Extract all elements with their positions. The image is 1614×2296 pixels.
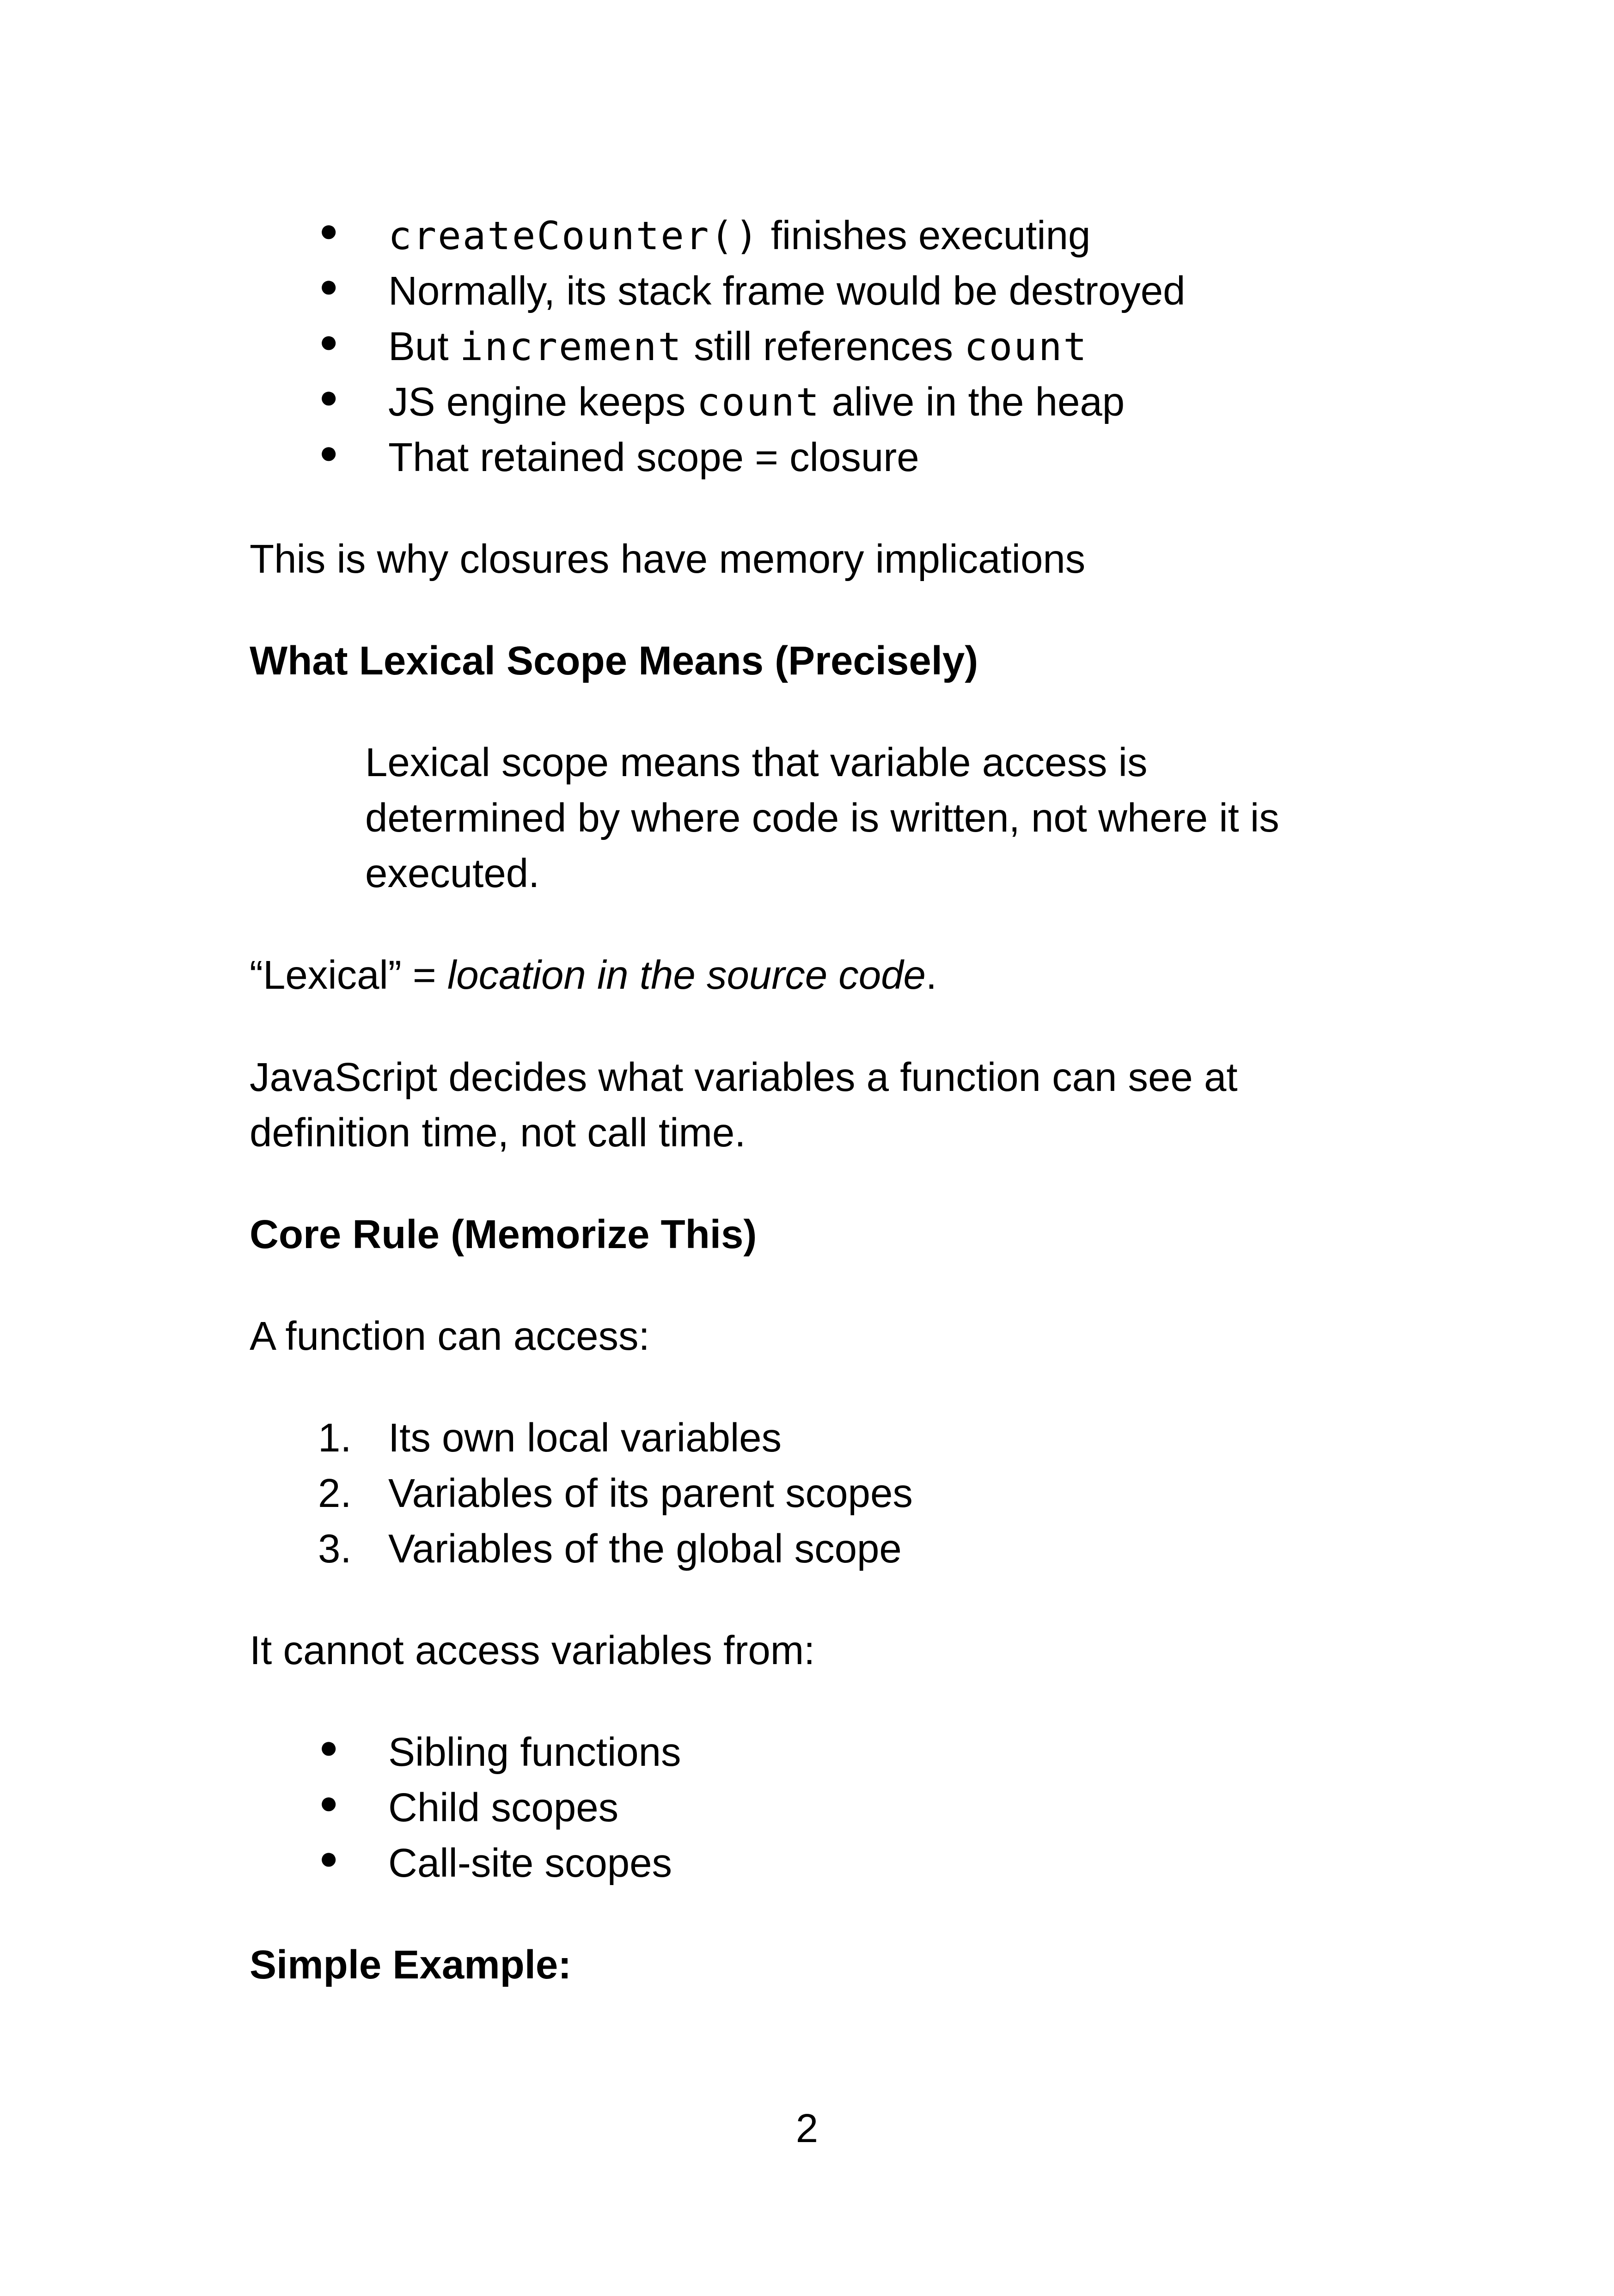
page-number: 2 xyxy=(795,2106,819,2151)
blockquote-lexical-definition: Lexical scope means that variable access is determined by where code is written, not where it is executed. xyxy=(365,740,1279,896)
list-number: 1. xyxy=(318,1415,352,1460)
heading-lexical-scope: What Lexical Scope Means (Precisely) xyxy=(250,638,978,684)
list-item xyxy=(250,374,1359,430)
page-content xyxy=(250,208,1359,1993)
paragraph-lexical-meaning xyxy=(250,948,1359,1003)
paragraph-cannot-access: It cannot access variables from: xyxy=(250,1628,815,1673)
list-item xyxy=(250,430,1359,485)
paragraph-definition-time: JavaScript decides what variables a function can see at definition time, not call time. xyxy=(250,1054,1238,1155)
inline-code: increment xyxy=(459,324,683,370)
list-item xyxy=(250,319,1359,374)
list-item-text: Variables of its parent scopes xyxy=(388,1470,913,1516)
list-item-text: still references xyxy=(682,324,965,369)
bullet-glyph: ● xyxy=(319,379,339,415)
list-item-text: alive in the heap xyxy=(820,380,1125,425)
bullet-glyph: ● xyxy=(319,1728,339,1765)
bullet-glyph: ● xyxy=(319,1784,339,1820)
list-number: 2. xyxy=(318,1470,352,1516)
paragraph-memory: This is why closures have memory implications xyxy=(250,537,1086,582)
list-item-text: But xyxy=(388,324,460,369)
lexical-meaning-italic: location in the source code xyxy=(447,953,926,998)
list-item xyxy=(250,1780,1359,1836)
list-item xyxy=(250,1521,1359,1577)
closure-steps-list xyxy=(250,208,1359,485)
bullet-glyph: ● xyxy=(319,323,339,360)
heading-core-rule: Core Rule (Memorize This) xyxy=(250,1212,757,1257)
lexical-term: “Lexical” = xyxy=(250,953,447,998)
list-item-text: Child scopes xyxy=(388,1785,619,1830)
list-item xyxy=(250,1725,1359,1780)
list-item-text: Normally, its stack frame would be destroyed xyxy=(388,269,1186,314)
inline-code: count xyxy=(697,380,821,425)
list-item xyxy=(250,1836,1359,1891)
inaccessible-scopes-list xyxy=(250,1725,1359,1891)
paragraph-can-access: A function can access: xyxy=(250,1313,650,1359)
list-item-text: JS engine keeps xyxy=(388,380,697,425)
list-item xyxy=(250,263,1359,319)
bullet-glyph: ● xyxy=(319,434,339,471)
list-item-text: That retained scope = closure xyxy=(388,435,919,480)
list-item-text: Variables of the global scope xyxy=(388,1526,902,1571)
sentence-end: . xyxy=(925,953,937,998)
inline-code: count xyxy=(964,324,1088,370)
list-item xyxy=(250,208,1359,263)
list-item-text: Call-site scopes xyxy=(388,1840,672,1886)
list-number: 3. xyxy=(318,1526,352,1571)
heading-simple-example: Simple Example: xyxy=(250,1942,572,1988)
accessible-scopes-list xyxy=(250,1410,1359,1577)
list-item xyxy=(250,1466,1359,1521)
bullet-glyph: ● xyxy=(319,1839,339,1876)
list-item-text: Sibling functions xyxy=(388,1729,681,1775)
list-item-text: finishes executing xyxy=(759,213,1091,258)
list-item xyxy=(250,1410,1359,1466)
list-item-text: Its own local variables xyxy=(388,1415,782,1460)
inline-code: createCounter() xyxy=(388,213,760,258)
bullet-glyph: ● xyxy=(319,212,339,248)
bullet-glyph: ● xyxy=(319,268,339,304)
